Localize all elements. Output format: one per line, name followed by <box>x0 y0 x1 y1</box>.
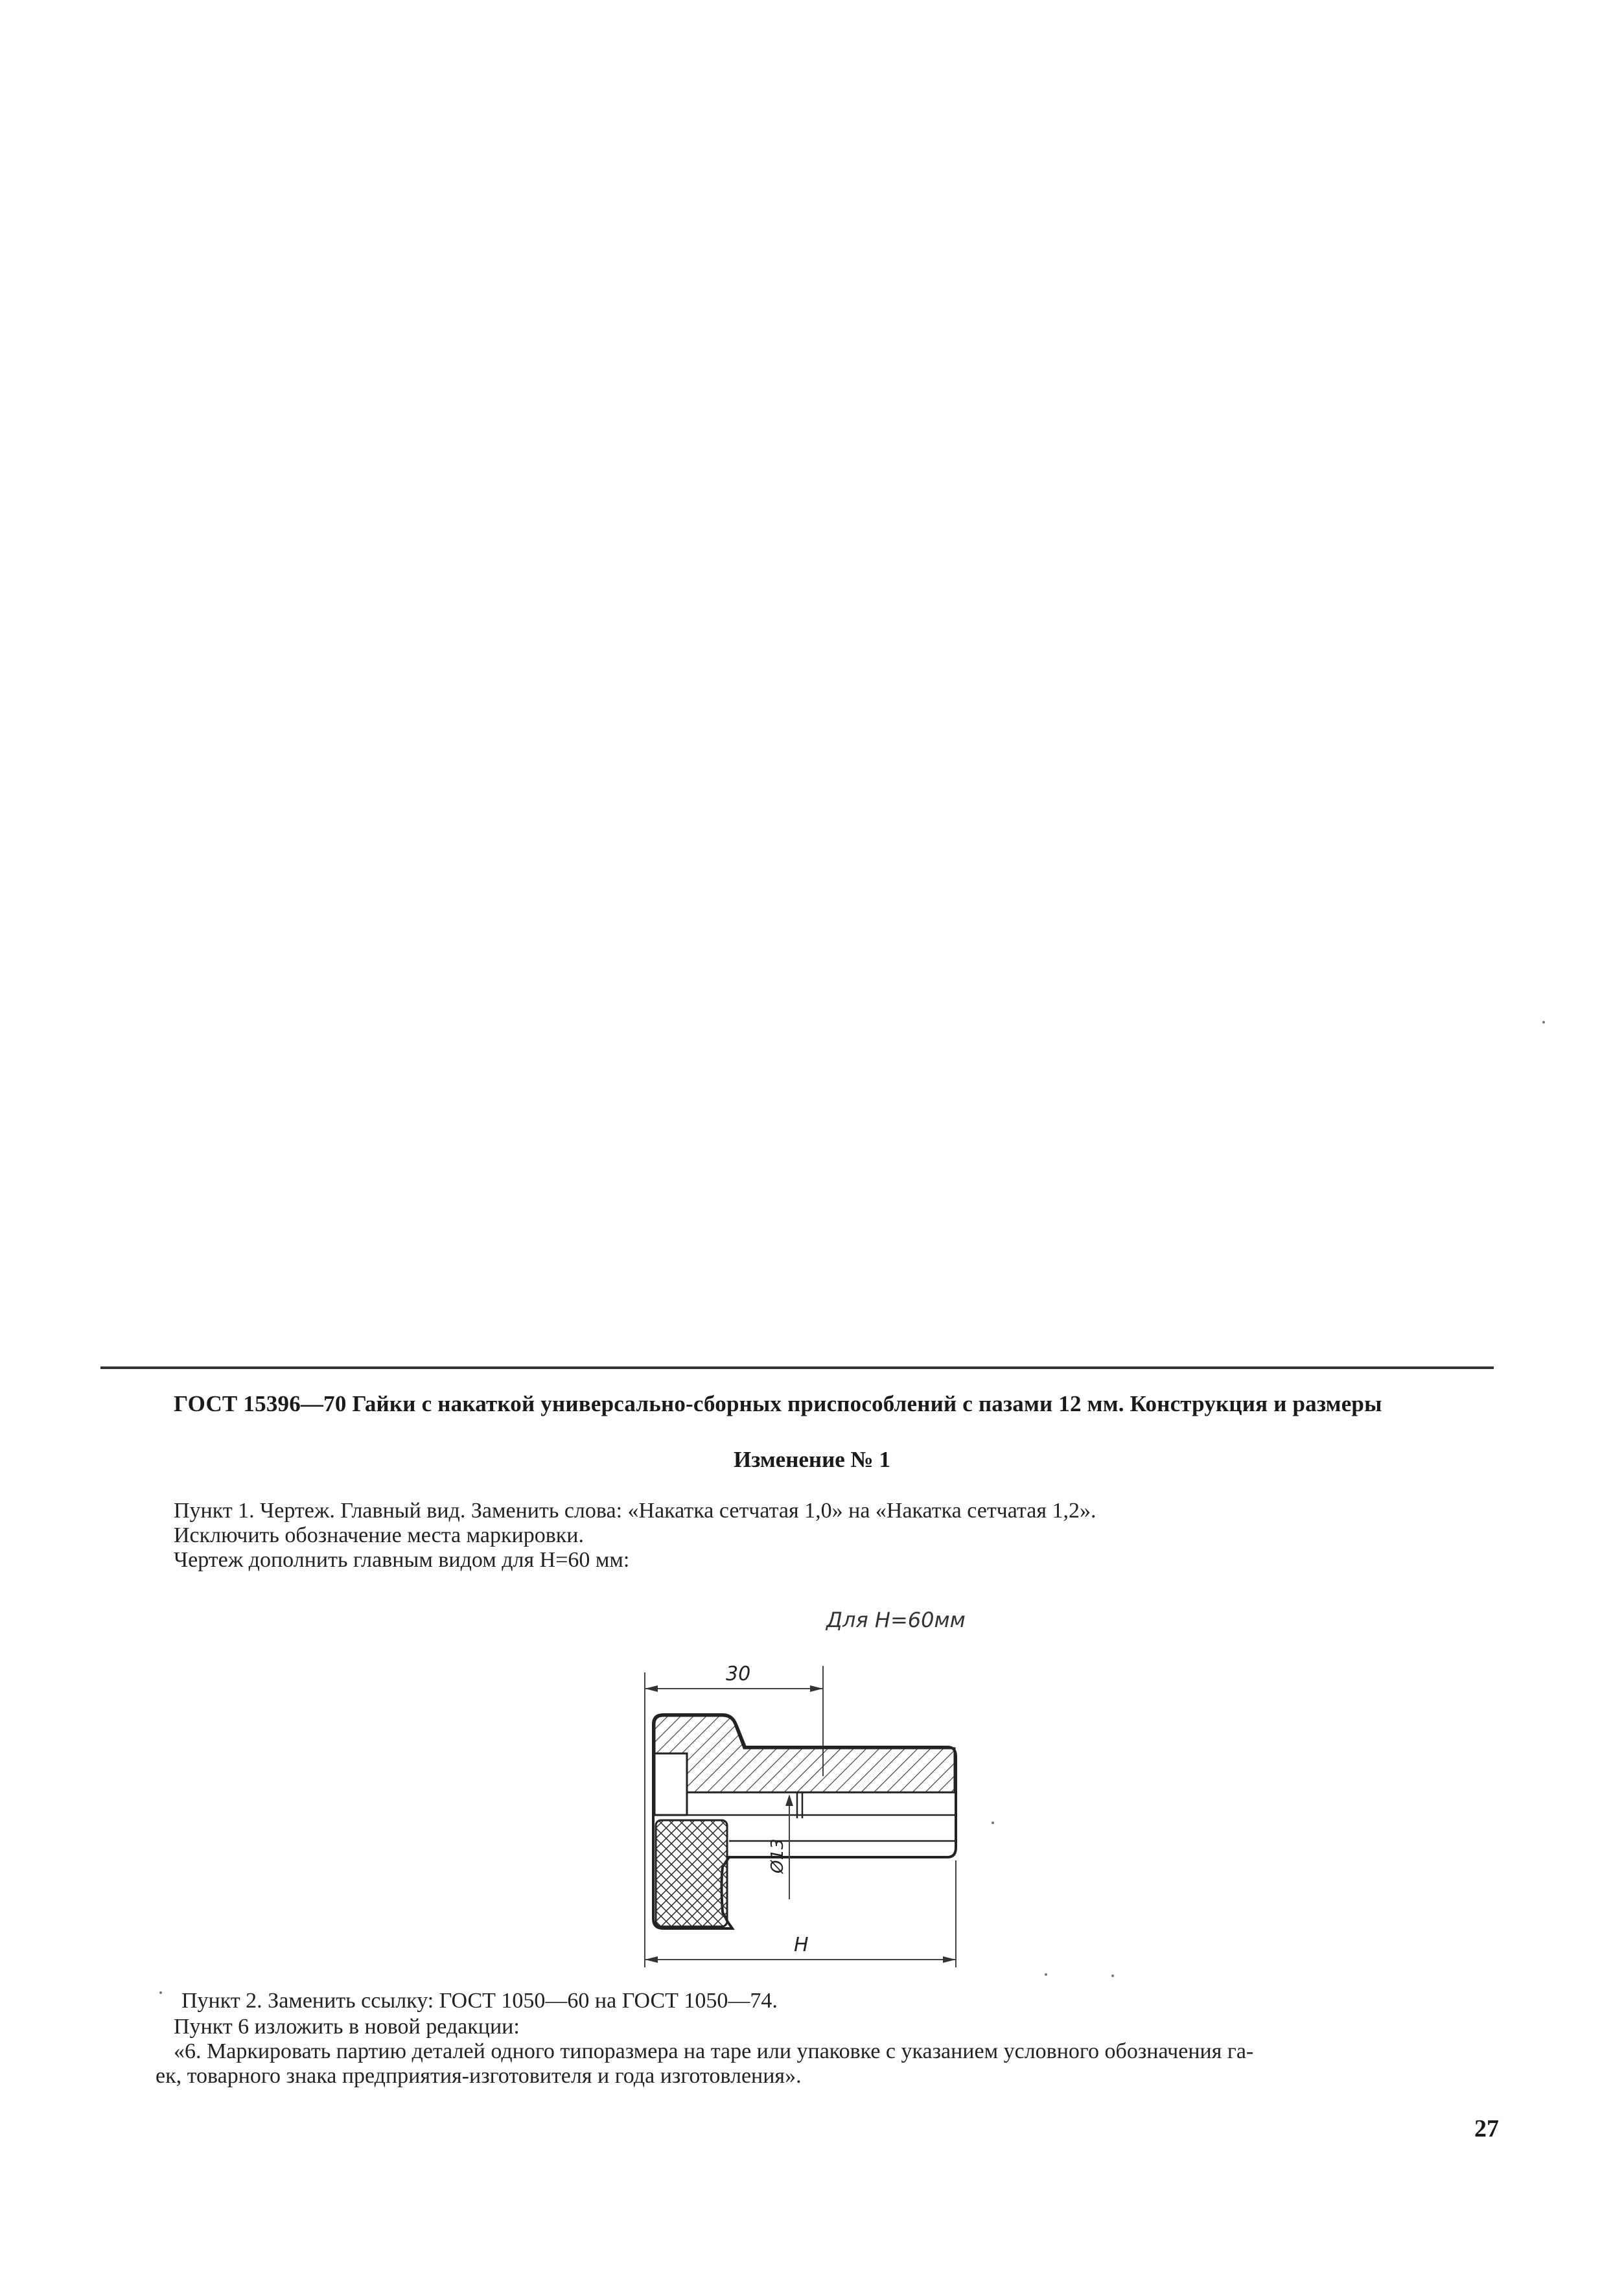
dimension-label-30: 30 <box>726 1663 751 1685</box>
paragraph-item-6-text-line-1: «6. Маркировать партию деталей одного типоразмера на таре или упаковке с указанием условного обозначения га- <box>174 2039 1254 2063</box>
nut-drawing <box>609 1595 1063 1971</box>
dimension-label-h: H <box>794 1934 809 1956</box>
scan-speck <box>1542 1021 1545 1024</box>
paragraph-item-6-intro: Пункт 6 изложить в новой редакции: <box>174 2015 520 2039</box>
dimension-label-diameter: Ø13 <box>768 1838 787 1873</box>
scan-speck <box>1111 1974 1114 1977</box>
paragraph-item-2: Пункт 2. Заменить ссылку: ГОСТ 1050—60 на ГОСТ 1050—74. <box>181 1989 778 2013</box>
hatched-section <box>655 1716 955 1792</box>
header-rule <box>100 1366 1494 1369</box>
paragraph-item-6-text-line-2: ек, товарного знака предприятия-изготовителя и года изготовления». <box>156 2064 802 2088</box>
change-heading: Изменение № 1 <box>734 1447 890 1472</box>
paragraph-item-1-text: Пункт 1. Чертеж. Главный вид. Заменить слова: «Накатка сетчатая 1,0» на «Накатка сетчатая 1,2». <box>174 1499 1096 1523</box>
page-number: 27 <box>1474 2115 1499 2142</box>
scan-speck <box>159 1991 162 1994</box>
document-title: ГОСТ 15396—70 Гайки с накаткой универсально-сборных приспособлений с пазами 12 мм. Конструкция и размеры <box>174 1391 1382 1416</box>
paragraph-marking-removal: Исключить обозначение места маркировки. <box>174 1523 584 1547</box>
drawing-caption: Для H=60мм <box>826 1608 966 1632</box>
scan-speck <box>1045 1973 1047 1976</box>
knurled-head <box>656 1820 727 1927</box>
scan-speck <box>992 1822 994 1824</box>
paragraph-drawing-addition: Чертеж дополнить главным видом для H=60 мм: <box>174 1548 630 1572</box>
